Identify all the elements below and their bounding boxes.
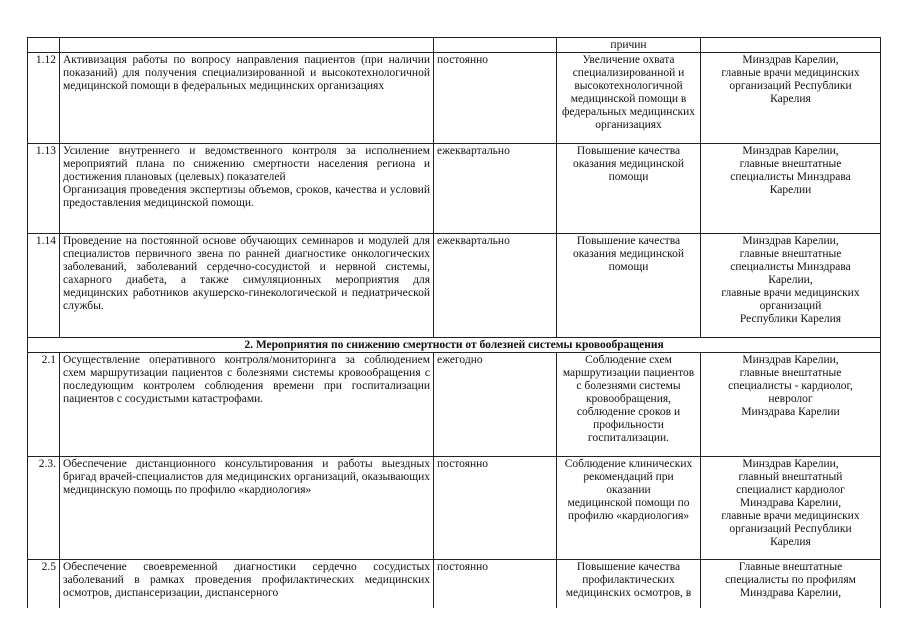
result-line: причин xyxy=(610,39,647,51)
responsible-line: главные внештатные xyxy=(739,248,842,260)
row-number: 1.12 xyxy=(28,53,60,144)
result-line: Увеличение охвата xyxy=(582,54,675,66)
responsible-line: организаций xyxy=(759,300,822,312)
result-cell xyxy=(557,353,701,457)
result-cell xyxy=(557,560,701,608)
action-text: Обеспечение дистанционного консультирования и работы выездных бригад врачей-специалистов для медицинских организаций, оказывающих медицинскую помощь по профилю «кардиология» xyxy=(60,457,434,560)
result-line: специализированной и xyxy=(572,67,685,79)
responsible-cell xyxy=(701,53,881,144)
measures-table xyxy=(27,37,881,608)
result-line: госпитализации. xyxy=(587,432,670,444)
responsible-line: Минздрав Карелии, xyxy=(742,145,839,157)
result-line: профильности xyxy=(593,419,664,431)
result-line: Соблюдение клинических xyxy=(564,458,693,470)
responsible-line: главный внештатный xyxy=(738,471,843,483)
table-row xyxy=(28,560,881,608)
result-line: оказания медицинской xyxy=(572,248,685,260)
result-line: кровообращения, xyxy=(585,393,672,405)
result-line: помощи xyxy=(608,171,649,183)
responsible-cell xyxy=(701,353,881,457)
responsible-line: главные внештатные xyxy=(739,367,842,379)
responsible-line: Минздрав Карелии, xyxy=(742,235,839,247)
result-cell xyxy=(557,144,701,234)
term-text: постоянно xyxy=(434,457,557,560)
responsible-line: Минздрав Карелии, xyxy=(742,354,839,366)
result-line: маршрутизации пациентов xyxy=(562,367,695,379)
responsible-line: Главные внештатные xyxy=(738,561,843,573)
responsible-line: Карелия xyxy=(770,93,811,105)
result-line: организациях xyxy=(595,119,662,131)
table-row xyxy=(28,234,881,338)
responsible-line: Минздрав Карелии, xyxy=(742,54,839,66)
action-text: Активизация работы по вопросу направления пациентов (при наличии показаний) для получения специализированной и высокотехнологичной медицинской помощи в федеральных медицинских организациях xyxy=(60,53,434,144)
responsible-cell xyxy=(701,457,881,560)
responsible-line: Республики Карелия xyxy=(739,313,842,325)
row-number: 2.5 xyxy=(28,560,60,608)
responsible-line: специалист кардиолог xyxy=(736,484,845,496)
row-number: 1.14 xyxy=(28,234,60,338)
result-line: рекомендаций при оказании xyxy=(583,471,674,496)
table-row xyxy=(28,53,881,144)
responsible-line: специалисты - кардиолог, xyxy=(728,380,853,392)
result-line: медицинских осмотров, в xyxy=(565,587,692,599)
action-text-2: Организация проведения экспертизы объемов, сроков, качества и условий предоставления медицинской помощи. xyxy=(63,184,430,209)
responsible-cell xyxy=(701,38,881,53)
action-cell xyxy=(60,38,434,53)
result-cell xyxy=(557,234,701,338)
result-line: медицинской помощи в xyxy=(570,93,687,105)
section-title: 2. Мероприятия по снижению смертности от болезней системы кровообращения xyxy=(28,338,881,353)
result-line: высокотехнологичной xyxy=(574,80,683,92)
term-cell xyxy=(434,38,557,53)
result-line: федеральных медицинских xyxy=(561,106,696,118)
result-line: помощи xyxy=(608,261,649,273)
result-line: Повышение качества xyxy=(576,235,681,247)
responsible-line: главные врачи медицинских xyxy=(721,67,860,79)
term-text: постоянно xyxy=(434,53,557,144)
responsible-line: Карелии, xyxy=(768,274,813,286)
row-number: 1.13 xyxy=(28,144,60,234)
responsible-line: Минздрав Карелии, xyxy=(742,458,839,470)
responsible-line: Минздрава Карелии, xyxy=(739,497,842,509)
responsible-line: главные врачи медицинских xyxy=(721,510,860,522)
responsible-line: главные врачи медицинских xyxy=(721,287,860,299)
row-number: 2.1 xyxy=(28,353,60,457)
row-number-cell xyxy=(28,38,60,53)
action-text: Обеспечение своевременной диагностики сердечно сосудистых заболеваний в рамках проведения профилактических медицинских осмотров, диспансеризации, диспансерного xyxy=(60,560,434,608)
responsible-line: невролог xyxy=(768,393,813,405)
responsible-line: специалисты Минздрава xyxy=(730,261,851,273)
section-heading-row xyxy=(28,338,881,353)
table-row xyxy=(28,457,881,560)
result-cell xyxy=(557,457,701,560)
responsible-cell xyxy=(701,234,881,338)
responsible-line: специалисты Минздрава xyxy=(730,171,851,183)
term-text: ежеквартально xyxy=(434,234,557,338)
action-cell xyxy=(60,144,434,234)
responsible-line: специалисты по профилям xyxy=(725,574,856,586)
action-text: Проведение на постоянной основе обучающих семинаров и модулей для специалистов первичного звена по ранней диагностике онкологических заболеваний, заболеваний сердечно-сосудистой и нервной системы, сахарного диабета, а также симуляционных мероприятия для медицинских работников акушерско-гинекологической и педиатрической службы. xyxy=(60,234,434,338)
result-line: соблюдение сроков и xyxy=(576,406,681,418)
responsible-line: Карелия xyxy=(770,536,811,548)
result-line: оказания медицинской xyxy=(572,158,685,170)
responsible-line: организаций Республики xyxy=(729,80,852,92)
table-row xyxy=(28,353,881,457)
responsible-cell xyxy=(701,560,881,608)
responsible-line: Минздрава Карелии xyxy=(741,406,840,418)
term-text: постоянно xyxy=(434,560,557,608)
responsible-line: организаций Республики xyxy=(729,523,852,535)
action-text: Усиление внутреннего и ведомственного контроля за исполнением мероприятий плана по снижению смертности населения региона и достижения плановых (целевых) показателей xyxy=(63,145,430,183)
result-cell xyxy=(557,53,701,144)
result-line: Соблюдение схем xyxy=(585,354,672,366)
table-row xyxy=(28,38,881,53)
responsible-line: главные внештатные xyxy=(739,158,842,170)
row-number: 2.3. xyxy=(28,457,60,560)
responsible-line: Карелии xyxy=(769,184,812,196)
result-line: Повышение качества xyxy=(576,561,681,573)
result-line: Повышение качества xyxy=(576,145,681,157)
table-row xyxy=(28,144,881,234)
term-text: ежеквартально xyxy=(434,144,557,234)
result-line: профилактических xyxy=(582,574,675,586)
result-cell xyxy=(557,38,701,53)
result-line: с болезнями системы xyxy=(576,380,681,392)
responsible-line: Минздрава Карелии, xyxy=(739,587,842,599)
term-text: ежегодно xyxy=(434,353,557,457)
action-text: Осуществление оперативного контроля/мониторинга за соблюдением схем маршрутизации пациентов с болезнями системы кровообращения с последующим контролем соблюдения времени при госпитализации пациентов с сосудистыми катастрофами. xyxy=(60,353,434,457)
result-line: профилю «кардиология» xyxy=(567,510,690,522)
responsible-cell xyxy=(701,144,881,234)
result-line: медицинской помощи по xyxy=(567,497,690,509)
